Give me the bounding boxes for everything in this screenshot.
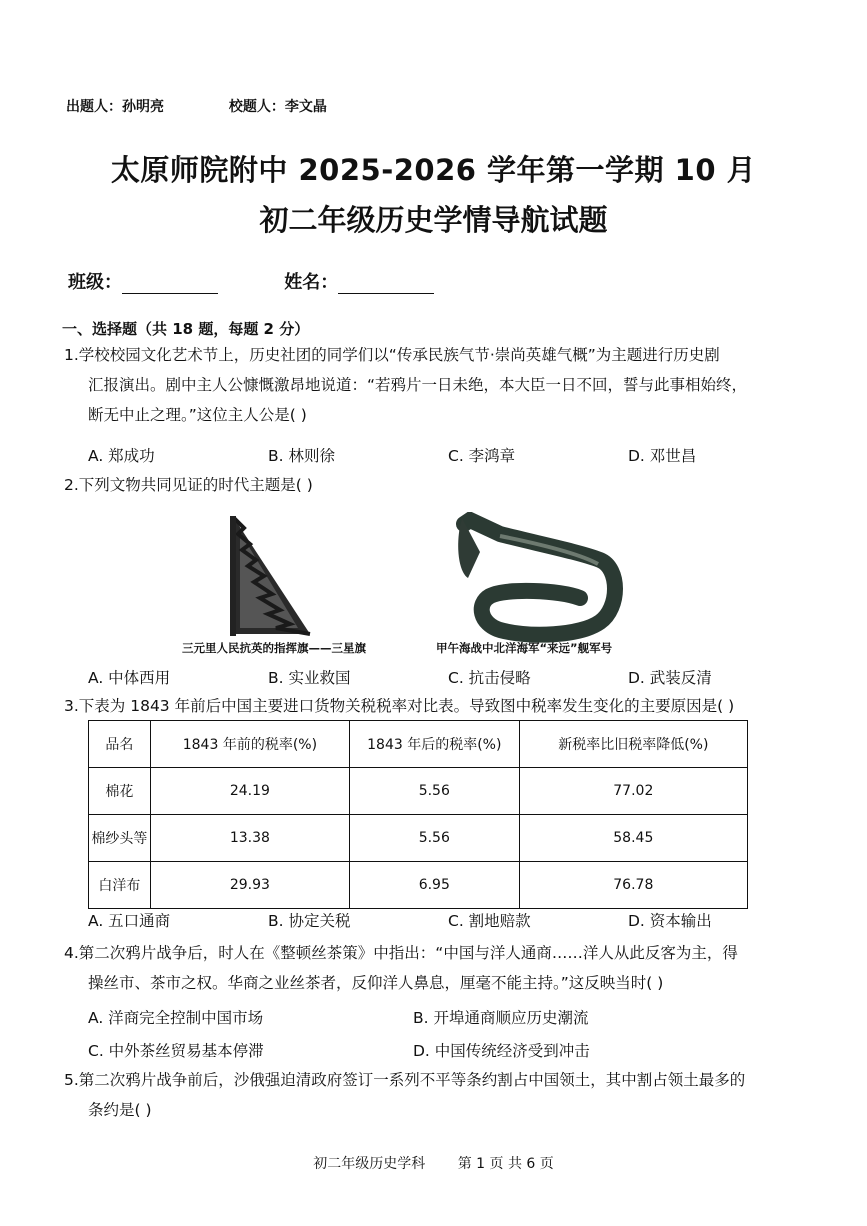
question-1 bbox=[64, 340, 804, 430]
q3-option-c[interactable]: C. 割地赔款 bbox=[448, 912, 531, 930]
table-cell: 58.45 bbox=[519, 815, 747, 862]
q2-line1: 2.下列文物共同见证的时代主题是( ) bbox=[64, 476, 313, 494]
table-row bbox=[89, 862, 748, 909]
q1-line2: 汇报演出。剧中主人公慷慨激昂地说道：“若鸦片一日未绝，本大臣一日不回，誓与此事相始终， bbox=[88, 376, 748, 394]
q1-option-b[interactable]: B. 林则徐 bbox=[268, 447, 335, 465]
q4-option-d[interactable]: D. 中国传统经济受到冲击 bbox=[413, 1042, 590, 1060]
student-fields bbox=[68, 268, 494, 294]
q3-option-d[interactable]: D. 资本输出 bbox=[628, 912, 712, 930]
exam-title-line2: 初二年级历史学情导航试题 bbox=[259, 203, 608, 237]
q4-options-row1 bbox=[88, 1006, 808, 1028]
reviewer-text: 校题人：李文晶 bbox=[228, 99, 327, 115]
class-label: 班级： bbox=[68, 272, 122, 293]
author-text: 出题人：孙明亮 bbox=[66, 99, 164, 115]
artifact-images bbox=[180, 512, 680, 662]
q4-options-row2 bbox=[88, 1039, 808, 1061]
table-cell: 76.78 bbox=[519, 862, 747, 909]
q4-line1: 4.第二次鸦片战争后，时人在《整顿丝茶策》中指出：“中国与洋人通商……洋人从此反客为主，得 bbox=[64, 944, 738, 962]
table-row bbox=[89, 815, 748, 862]
q1-line3: 断无中止之理。”这位主人公是( ) bbox=[88, 406, 307, 424]
page-footer bbox=[0, 1153, 867, 1173]
tax-rate-table bbox=[88, 720, 748, 909]
exam-title-line1: 太原师院附中 2025-2026 学年第一学期 10 月 bbox=[110, 153, 757, 187]
q1-line1: 1.学校校园文化艺术节上，历史社团的同学们以“传承民族气节·崇尚英雄气概”为主题进行历史剧 bbox=[64, 346, 720, 364]
q3-option-b[interactable]: B. 协定关税 bbox=[268, 912, 351, 930]
q2-option-d[interactable]: D. 武装反清 bbox=[628, 669, 712, 687]
triangle-flag-image bbox=[230, 516, 310, 636]
q5-line1: 5.第二次鸦片战争前后，沙俄强迫清政府签订一系列不平等条约割占中国领土，其中割占领土最多的 bbox=[64, 1071, 746, 1089]
q2-option-b[interactable]: B. 实业救国 bbox=[268, 669, 351, 687]
q4-option-a[interactable]: A. 洋商完全控制中国市场 bbox=[88, 1009, 264, 1027]
table-cell: 13.38 bbox=[150, 815, 349, 862]
footer-page-number: 第 1 页 共 6 页 bbox=[457, 1156, 554, 1172]
name-blank[interactable] bbox=[338, 275, 434, 294]
table-cell: 77.02 bbox=[519, 768, 747, 815]
question-5 bbox=[64, 1065, 804, 1125]
question-3 bbox=[64, 691, 804, 721]
table-header: 1843 年后的税率(%) bbox=[349, 721, 519, 768]
table-cell: 29.93 bbox=[150, 862, 349, 909]
question-2 bbox=[64, 470, 804, 500]
name-label: 姓名： bbox=[284, 272, 339, 293]
table-cell: 5.56 bbox=[349, 768, 519, 815]
q2-option-c[interactable]: C. 抗击侵略 bbox=[448, 669, 531, 687]
class-blank[interactable] bbox=[122, 275, 218, 294]
q2-options bbox=[88, 666, 808, 688]
q1-option-c[interactable]: C. 李鸿章 bbox=[448, 447, 516, 465]
table-header-row bbox=[89, 721, 748, 768]
caption-triangle-flag: 三元里人民抗英的指挥旗——三星旗 bbox=[182, 641, 366, 655]
table-cell: 棉花 bbox=[89, 768, 151, 815]
table-cell: 白洋布 bbox=[89, 862, 151, 909]
bugle-image bbox=[458, 518, 615, 635]
q3-line1: 3.下表为 1843 年前后中国主要进口货物关税税率对比表。导致图中税率发生变化的主要原因是( ) bbox=[64, 697, 735, 715]
q3-option-a[interactable]: A. 五口通商 bbox=[88, 912, 171, 930]
footer-subject: 初二年级历史学科 bbox=[313, 1156, 426, 1172]
q4-line2: 操丝市、茶市之权。华商之业丝茶者，反仰洋人鼻息，厘毫不能主持。”这反映当时( ) bbox=[88, 974, 664, 992]
q4-option-c[interactable]: C. 中外茶丝贸易基本停滞 bbox=[88, 1042, 264, 1060]
table-header: 1843 年前的税率(%) bbox=[150, 721, 349, 768]
q4-option-b[interactable]: B. 开埠通商顺应历史潮流 bbox=[413, 1009, 589, 1027]
q2-option-a[interactable]: A. 中体西用 bbox=[88, 669, 171, 687]
table-cell: 24.19 bbox=[150, 768, 349, 815]
table-cell: 6.95 bbox=[349, 862, 519, 909]
q5-line2: 条约是( ) bbox=[88, 1101, 152, 1119]
q1-option-d[interactable]: D. 邓世昌 bbox=[628, 447, 697, 465]
exam-meta bbox=[66, 96, 387, 116]
q3-options bbox=[88, 909, 808, 931]
caption-bugle: 甲午海战中北洋海军“来远”舰军号 bbox=[436, 641, 613, 655]
q1-options bbox=[88, 444, 808, 466]
table-cell: 棉纱头等 bbox=[89, 815, 151, 862]
question-4 bbox=[64, 938, 804, 998]
table-cell: 5.56 bbox=[349, 815, 519, 862]
q1-option-a[interactable]: A. 郑成功 bbox=[88, 447, 155, 465]
table-row bbox=[89, 768, 748, 815]
table-header: 新税率比旧税率降低(%) bbox=[519, 721, 747, 768]
section-heading: 一、选择题（共 18 题，每题 2 分） bbox=[62, 320, 310, 338]
table-header: 品名 bbox=[89, 721, 151, 768]
